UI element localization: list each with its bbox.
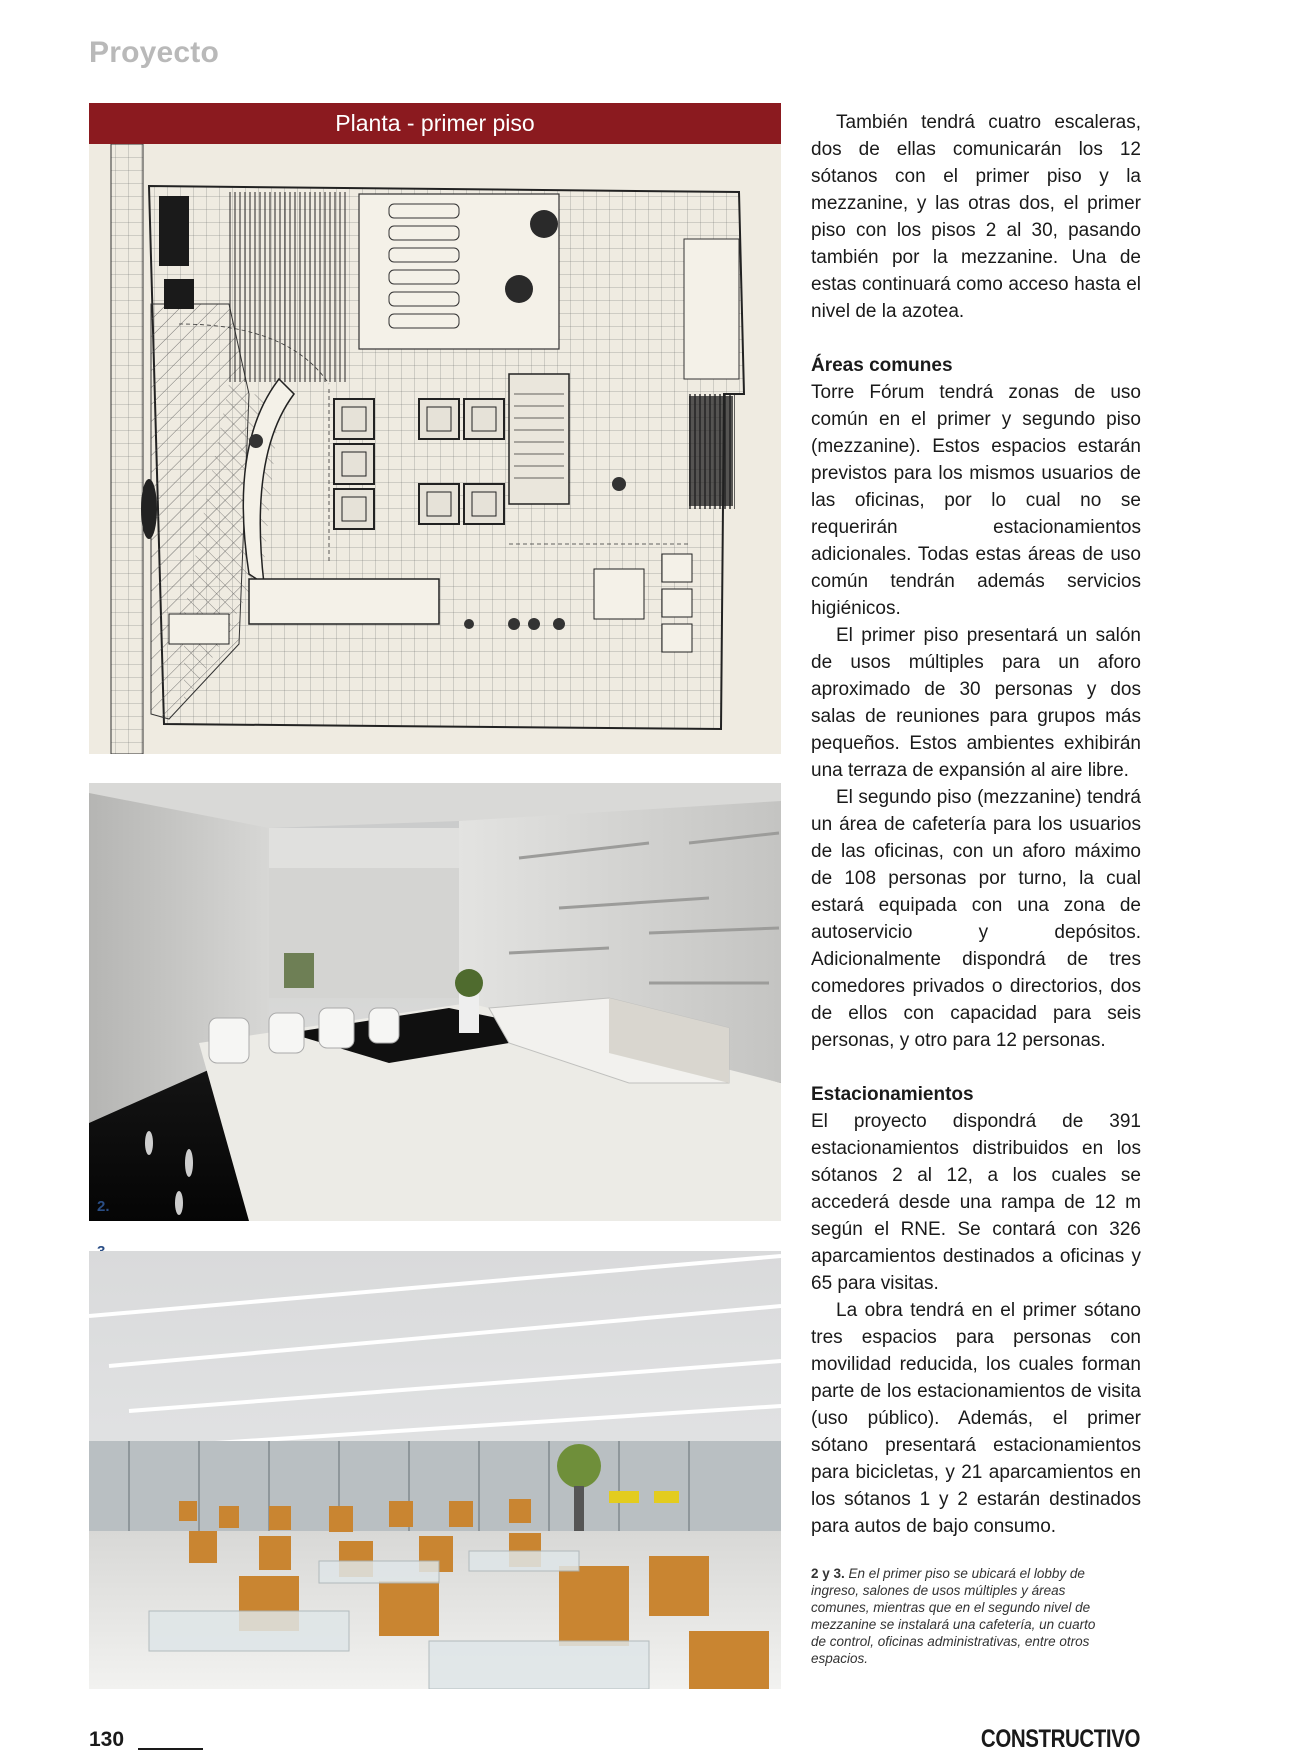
article-paragraph: La obra tendrá en el primer sótano tres espacios para personas con movilidad reducida, los cuales forman parte de los estacionamientos de visita (uso público). Además, el primer sótano presentará estacionamientos para bicicletas, y 21 aparcamientos en los sótanos 1 y 2 estarán destinados para autos de bajo consumo. xyxy=(811,1300,1141,1537)
article-paragraph: El proyecto dispondrá de 391 estacionamientos distribuidos en los sótanos 2 al 12, a los cuales se accederá desde una rampa de 12 m según el RNE. Se contará con 326 aparcamientos destinados a oficinas y 65 para visitas. xyxy=(811,1111,1141,1294)
article-paragraph: También tendrá cuatro escaleras, dos de ellas comunicarán los 12 sótanos con el primer piso y la mezzanine, y las otras dos, el primer piso con los pisos 2 al 30, pasando también por la mezzanine. Una de estas continuará como acceso hasta el nivel de la azotea. xyxy=(811,112,1141,322)
subheading-estacionamientos: Estacionamientos xyxy=(811,1084,974,1105)
magazine-brand: CONSTRUCTIVO xyxy=(980,1725,1140,1753)
caption-text: En el primer piso se ubicará el lobby de ingreso, salones de usos múltiples y áreas comunes, mientras que en el segundo nivel de mezzanine se instalará una cafetería, un cuarto de control, oficinas administrativas, entre otros espacios. xyxy=(811,1566,1096,1666)
section-label: Proyecto xyxy=(89,36,219,69)
article-paragraph: El segundo piso (mezzanine) tendrá un área de cafetería para los usuarios de las oficinas, con un aforo máximo de 108 personas por turno, la cual estará equipada con una zona de autoservicio y depósitos. Adicionalmente dispondrá de tres comedores privados o directorios, dos de ellos con capacidad para seis personas, y otro para 12 personas. xyxy=(811,787,1141,1051)
floor-plan-title: Planta - primer piso xyxy=(89,103,781,144)
caption-reference: 2 y 3. xyxy=(811,1566,845,1581)
subheading-areas-comunes: Áreas comunes xyxy=(811,355,953,376)
figure-2-number: 2. xyxy=(97,1198,110,1215)
page-number-rule xyxy=(138,1748,203,1750)
cafeteria-render-photo xyxy=(89,1251,781,1689)
article-paragraph: Torre Fórum tendrá zonas de uso común en el primer y segundo piso (mezzanine). Estos espacios estarán previstos para los mismos usuarios de las oficinas, por lo cual no se requerirán estacionamientos adicionales. Todas estas áreas de uso común tendrán además servicios higiénicos. xyxy=(811,382,1141,619)
figure-caption xyxy=(811,1565,1111,1667)
lobby-render-photo xyxy=(89,783,781,1221)
floor-plan-drawing xyxy=(89,144,781,754)
page-number: 130 xyxy=(89,1728,125,1751)
article-body xyxy=(811,109,1141,1540)
article-paragraph: El primer piso presentará un salón de usos múltiples para un aforo aproximado de 30 personas y dos salas de reuniones para grupos más pequeños. Estos ambientes exhibirán una terraza de expansión al aire libre. xyxy=(811,625,1141,781)
